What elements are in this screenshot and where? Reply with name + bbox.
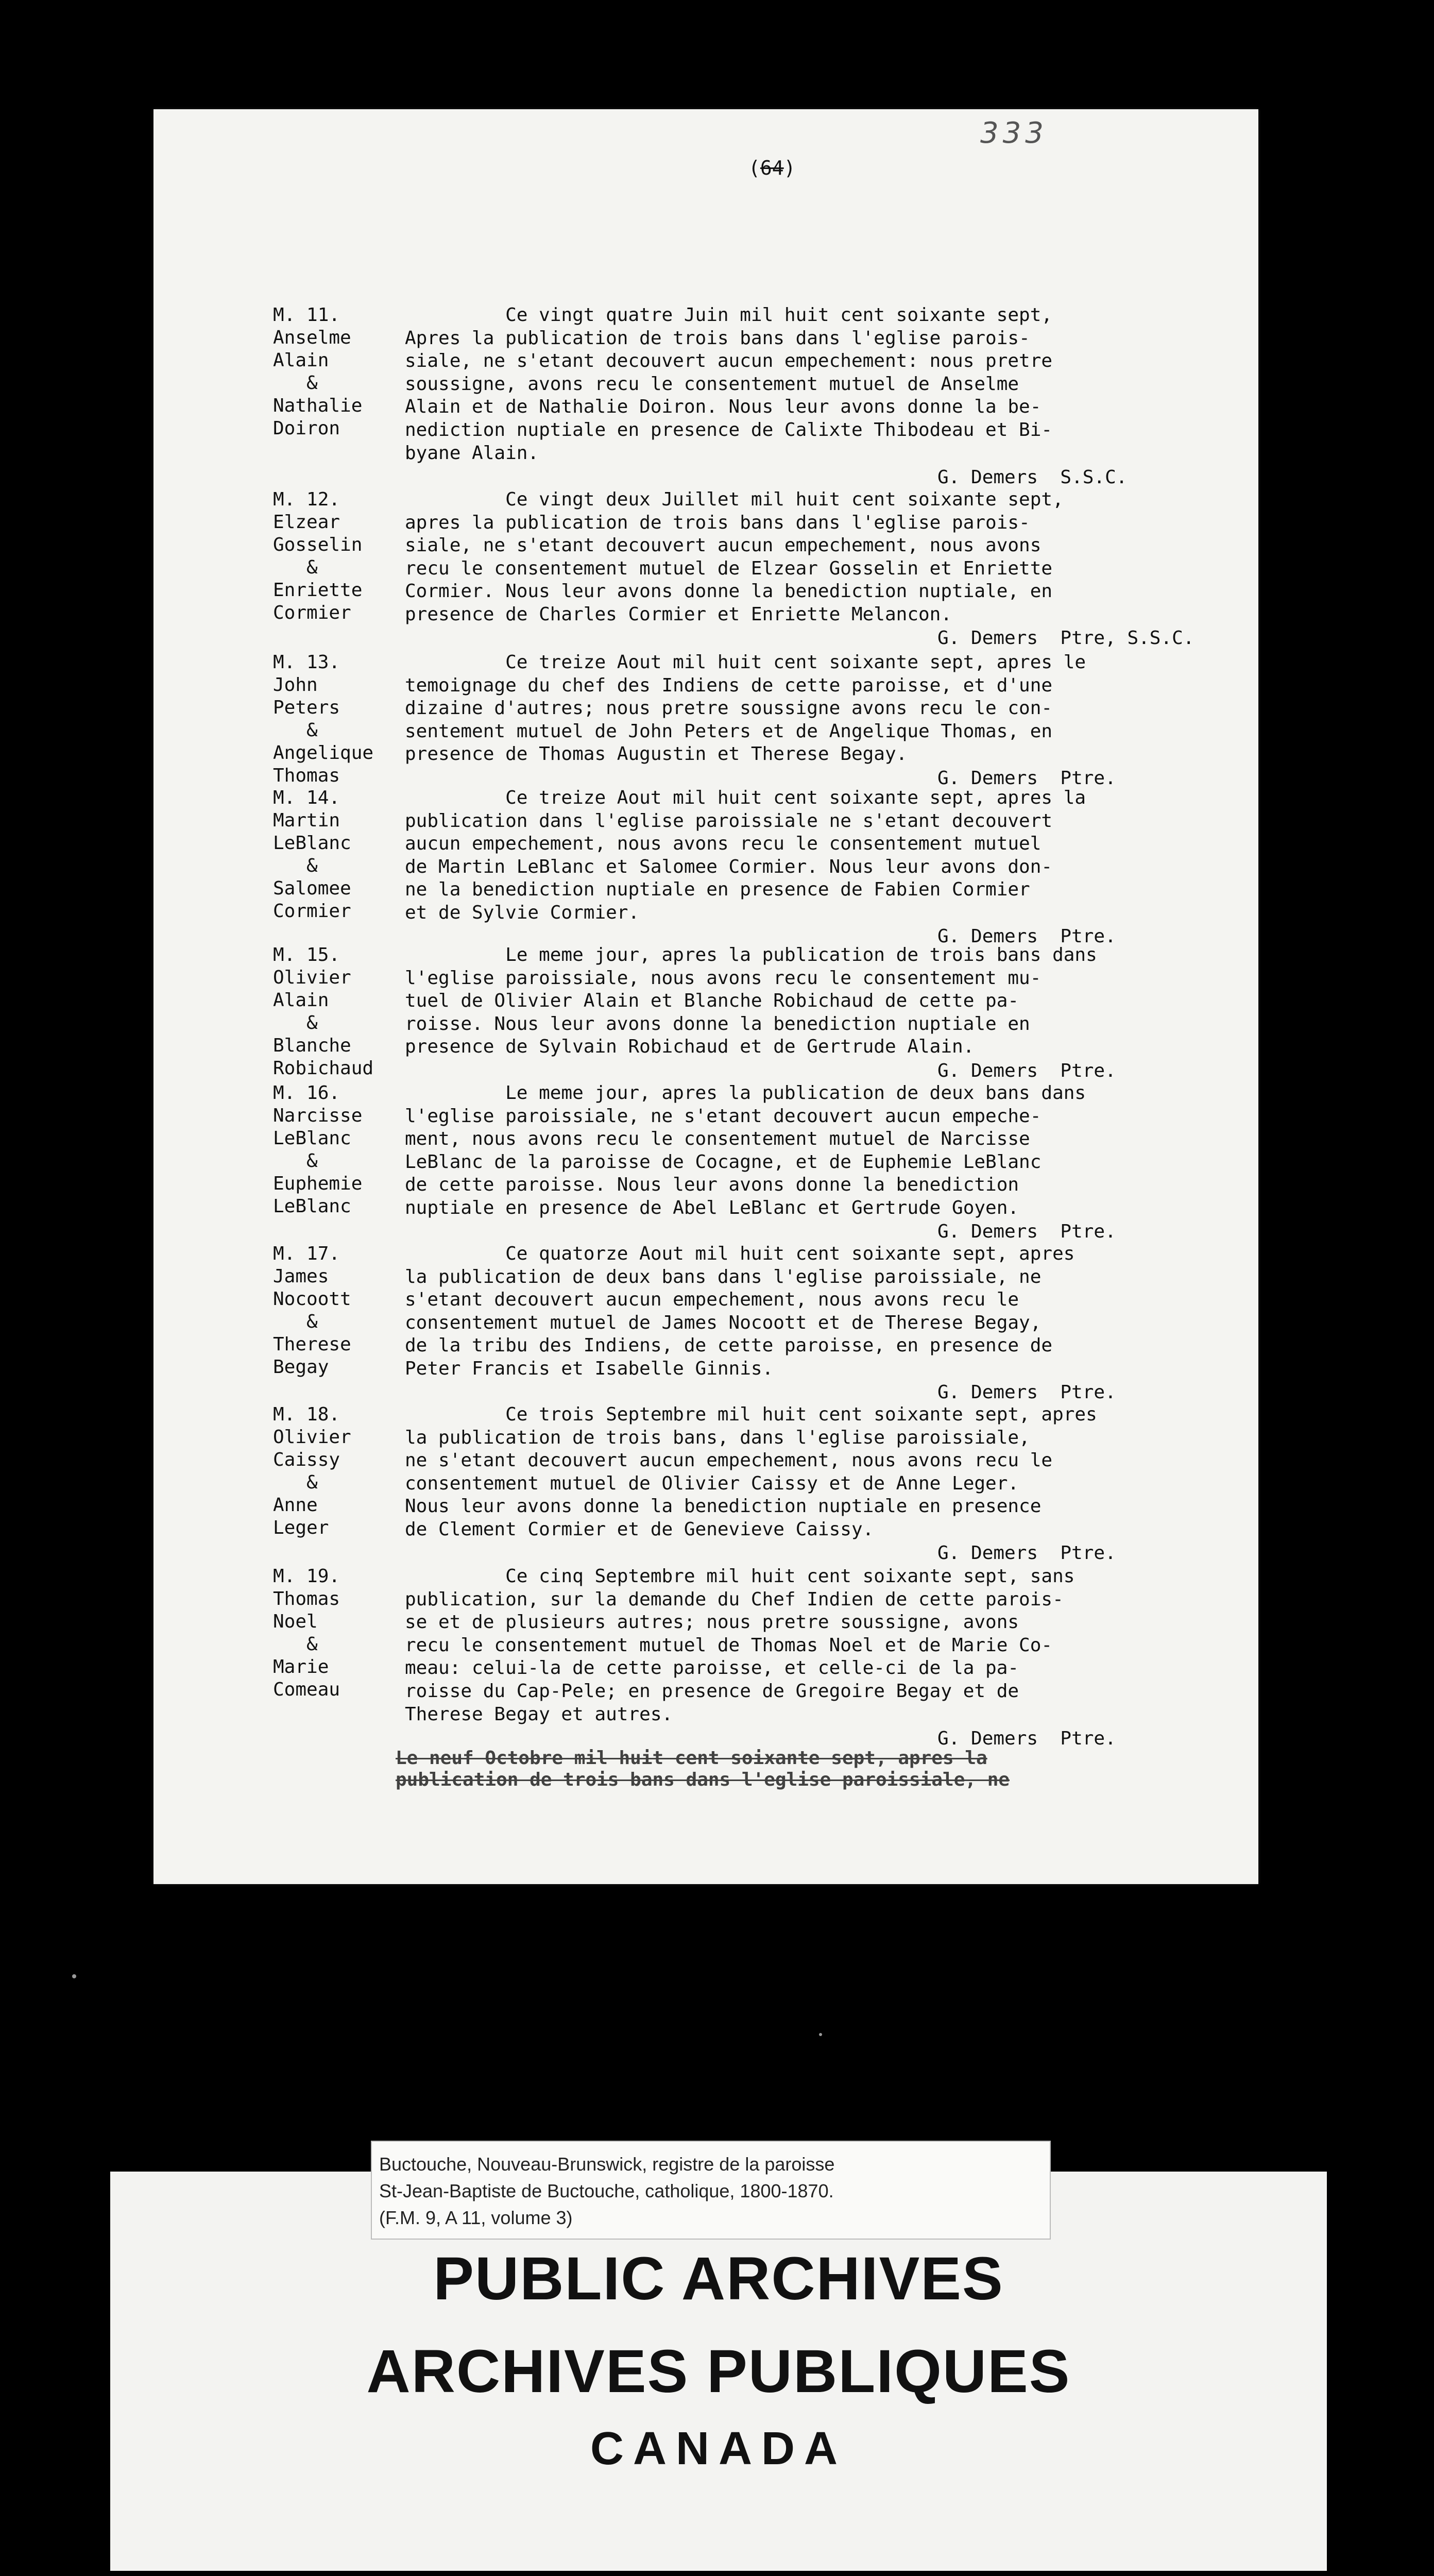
- entry-margin-note: M. 19. Thomas Noel & Marie Comeau: [273, 1566, 340, 1700]
- card-country: CANADA: [590, 2423, 847, 2475]
- register-page: [153, 109, 1258, 1884]
- entry-body: Ce vingt deux Juillet mil huit cent soixante sept, apres la publication de trois bans dans l'eglise parois- siale, ne s'etant decouvert aucun empechement, nous avons recu le consentement mutuel de Elzear Gosselin et Enriette Cormier. Nous leur avons donne la benediction nuptiale, en presence de Charles Cormier et Enriette Melancon.: [405, 489, 1064, 625]
- entry-signature: G. Demers Ptre.: [937, 1060, 1116, 1081]
- entry-margin-note: M. 14. Martin LeBlanc & Salomee Cormier: [273, 787, 351, 922]
- entry-margin-note: M. 15. Olivier Alain & Blanche Robichaud: [273, 944, 374, 1079]
- entry-margin-note: M. 13. John Peters & Angelique Thomas: [273, 652, 374, 786]
- archives-card: [110, 2154, 1327, 2571]
- card-title-french: ARCHIVES PUBLIQUES: [366, 2337, 1071, 2405]
- entry-body: Ce vingt quatre Juin mil huit cent soixante sept, Apres la publication de trois bans dans l'eglise parois- siale, ne s'etant decouvert aucun empechement: nous pretre soussigne, avons recu le consentement mutuel de Anselme Alain et de Nathalie Doiron. Nous leur avons donne la be- nediction nuptiale en presence de Calixte Thibodeau et Bi- byane Alain.: [405, 304, 1053, 464]
- dust-speck: [819, 2033, 822, 2036]
- entry-body: Ce treize Aout mil huit cent soixante sept, apres la publication dans l'eglise paroissiale ne s'etant decouvert aucun empechement, nous avons recu le consentement mutuel de Martin LeBlanc et Salomee Cormier. Nous leur avons don- ne la benediction nuptiale en presence de Fabien Cormier et de Sylvie Cormier.: [405, 787, 1086, 923]
- struck-line-1: Le neuf Octobre mil huit cent soixante sept, apres la: [396, 1748, 987, 1769]
- page-number-struck: 64: [760, 157, 784, 179]
- entry-body: Ce quatorze Aout mil huit cent soixante sept, apres la publication de deux bans dans l'eglise paroissiale, ne s'etant decouvert aucun empechement, nous avons recu le consentement mutuel de James Nocoott et de Therese Begay, de la tribu des Indiens, de cette paroisse, en presence de Peter Francis et Isabelle Ginnis.: [405, 1243, 1075, 1379]
- card-title-english: PUBLIC ARCHIVES: [433, 2245, 1004, 2313]
- entry-margin-note: M. 16. Narcisse LeBlanc & Euphemie LeBlanc: [273, 1082, 363, 1217]
- entry-body: Le meme jour, apres la publication de deux bans dans l'eglise paroissiale, ne s'etant decouvert aucun empeche- ment, nous avons recu le consentement mutuel de Narcisse LeBlanc de la paroisse de Cocagne, et de Euphemie LeBlanc de cette paroisse. Nous leur avons donne la benediction nuptiale en presence de Abel LeBlanc et Gertrude Goyen.: [405, 1082, 1086, 1218]
- entry-margin-note: M. 11. Anselme Alain & Nathalie Doiron: [273, 304, 363, 439]
- archive-page-number: 333: [980, 116, 1048, 150]
- page-number-open: (: [748, 157, 760, 179]
- entry-signature: G. Demers Ptre.: [937, 1543, 1116, 1564]
- entry-body: Ce trois Septembre mil huit cent soixante sept, apres la publication de trois bans, dans l'eglise paroissiale, ne s'etant decouvert aucun empechement, nous avons recu le consentement mutuel de Olivier Caissy et de Anne Leger. Nous leur avons donne la benediction nuptiale en presence de Clement Cormier et de Genevieve Caissy.: [405, 1404, 1097, 1540]
- dust-speck: [72, 1974, 76, 1978]
- entry-signature: G. Demers Ptre.: [937, 1728, 1116, 1749]
- entry-margin-note: M. 12. Elzear Gosselin & Enriette Cormier: [273, 489, 363, 623]
- entry-signature: G. Demers Ptre.: [937, 1221, 1116, 1242]
- struck-line-2: publication de trois bans dans l'eglise paroissiale, ne: [396, 1769, 1010, 1790]
- collection-label: Buctouche, Nouveau-Brunswick, registre de la paroisse St-Jean-Baptiste de Buctouche, catholique, 1800-1870. (F.M. 9, A 11, volume 3): [371, 2141, 1051, 2240]
- entry-signature: G. Demers Ptre.: [937, 768, 1116, 789]
- entry-signature: G. Demers Ptre, S.S.C.: [937, 628, 1194, 649]
- entry-signature: G. Demers S.S.C.: [937, 467, 1128, 488]
- page-number-close: ): [783, 157, 796, 179]
- entry-body: Le meme jour, apres la publication de trois bans dans l'eglise paroissiale, nous avons recu le consentement mu- tuel de Olivier Alain et Blanche Robichaud de cette pa- roisse. Nous leur avons donne la benediction nuptiale en presence de Sylvain Robichaud et de Gertrude Alain.: [405, 944, 1097, 1058]
- entry-body: Ce treize Aout mil huit cent soixante sept, apres le temoignage du chef des Indiens de cette paroisse, et d'une dizaine d'autres; nous pretre soussigne avons recu le con- sentement mutuel de John Peters et de Angelique Thomas, en presence de Thomas Augustin et Therese Begay.: [405, 652, 1086, 765]
- entry-signature: G. Demers Ptre.: [937, 1382, 1116, 1403]
- entry-signature: G. Demers Ptre.: [937, 926, 1116, 947]
- entry-margin-note: M. 18. Olivier Caissy & Anne Leger: [273, 1404, 351, 1538]
- original-page-number: [748, 157, 796, 179]
- entry-body: Ce cinq Septembre mil huit cent soixante sept, sans publication, sur la demande du Chef Indien de cette parois- se et de plusieurs autres; nous pretre soussigne, avons recu le consentement mutuel de Thomas Noel et de Marie Co- meau: celui-la de cette paroisse, et celle-ci de la pa- roisse du Cap-Pele; en presence de Gregoire Begay et de Therese Begay et autres.: [405, 1566, 1075, 1725]
- entry-margin-note: M. 17. James Nocoott & Therese Begay: [273, 1243, 351, 1378]
